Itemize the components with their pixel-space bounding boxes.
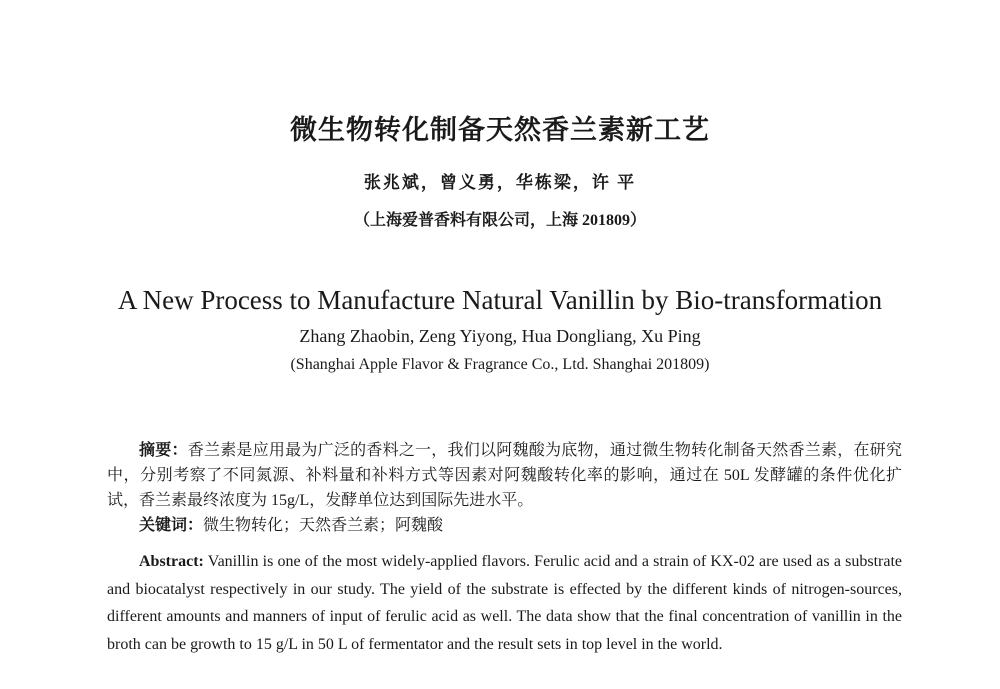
chinese-affiliation: （上海爱普香料有限公司，上海 201809）	[353, 212, 646, 229]
chinese-keywords-text: 微生物转化；天然香兰素；阿魏酸	[203, 517, 444, 534]
chinese-abstract-text: 香兰素是应用最为广泛的香料之一，我们以阿魏酸为底物，通过微生物转化制备天然香兰素，在研究中，分别考察了不同氮源、补料量和补料方式等因素对阿魏酸转化率的影响，通过在 50L 发酵罐的条件优化扩试，香兰素最终浓度为 15g/L，发酵单位达到国际先进水平。	[107, 442, 902, 509]
chinese-keywords-label: 关键词：	[139, 517, 204, 534]
english-abstract-label: Abstract:	[139, 553, 204, 570]
chinese-keywords	[107, 513, 934, 538]
chinese-title: 微生物转化制备天然香兰素新工艺	[290, 115, 710, 145]
chinese-abstract-label: 摘要：	[139, 442, 188, 459]
chinese-authors: 张兆斌，曾义勇，华栋梁，许 平	[363, 173, 637, 192]
english-affiliation: (Shanghai Apple Flavor & Fragrance Co., Ltd. Shanghai 201809)	[290, 356, 710, 373]
english-title: A New Process to Manufacture Natural Vanillin by Bio-transformation	[117, 285, 883, 315]
english-authors: Zhang Zhaobin, Zeng Yiyong, Hua Dongliang, Xu Ping	[299, 326, 701, 346]
chinese-abstract	[107, 438, 902, 513]
english-abstract	[107, 548, 902, 658]
english-abstract-text: Vanillin is one of the most widely-applied flavors. Ferulic acid and a strain of KX-02 are used as a substrate and biocatalyst respectively in our study. The yield of the substrate is effected by the different kinds of nitrogen-sources, different amounts and manners of input of ferulic acid as well. The data show that the final concentration of vanillin in the broth can be growth to 15 g/L in 50 L of fermentator and the result sets in top level in the world.	[107, 553, 902, 653]
